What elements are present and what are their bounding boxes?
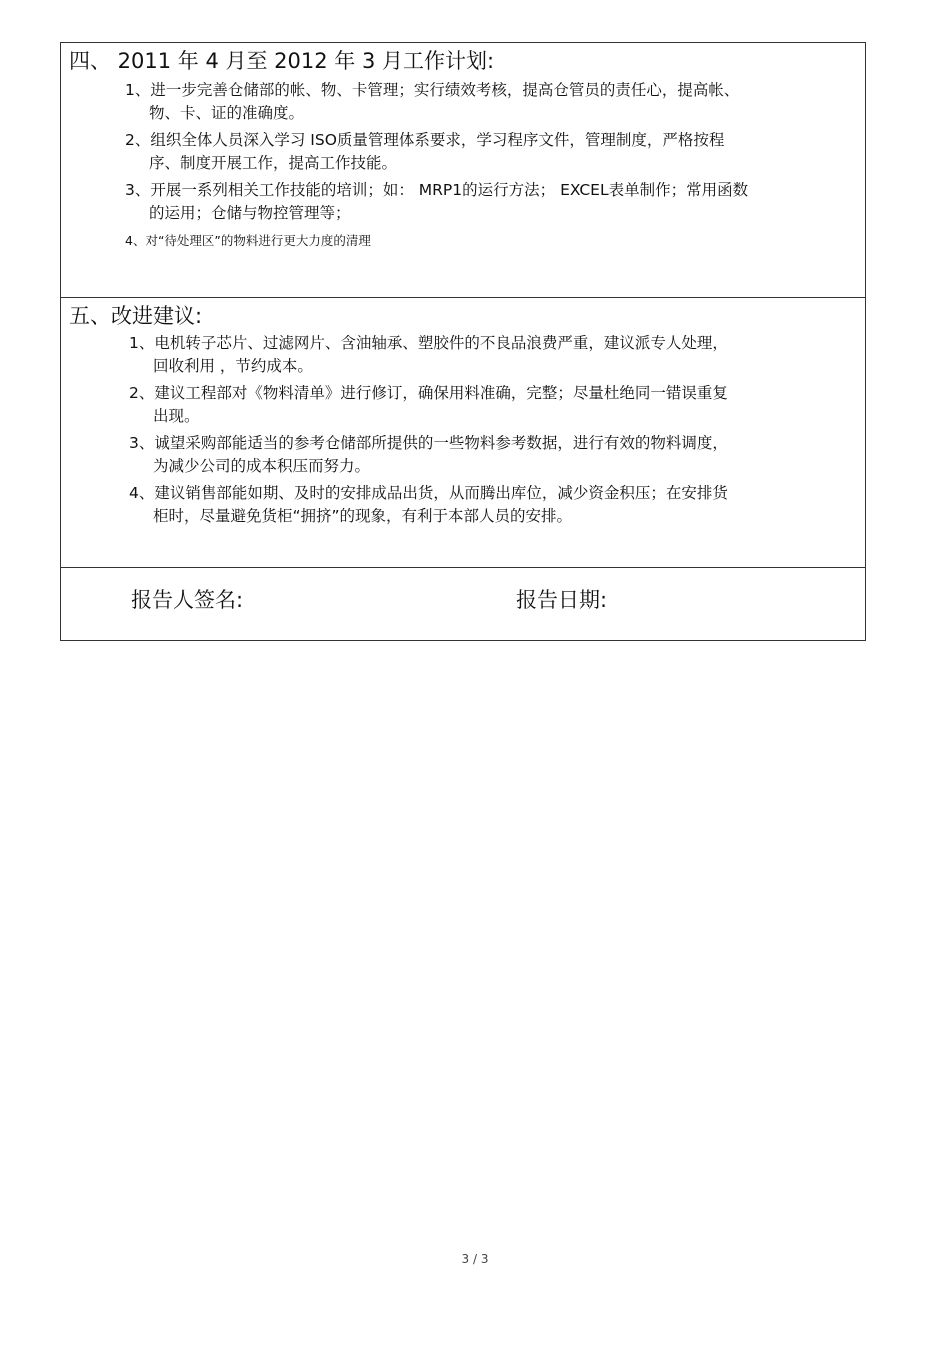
report-table (60, 42, 866, 641)
work-plan-list (125, 79, 851, 255)
suggestions-section (61, 298, 865, 568)
list-item-line1: 4、建议销售部能如期、及时的安排成品出货，从而腾出库位，减少资金积压；在安排货 (129, 484, 728, 502)
list-item (125, 179, 851, 225)
list-item (129, 432, 851, 478)
list-item (129, 482, 851, 528)
list-item-line2: 物、卡、证的准确度。 (149, 104, 305, 122)
list-item (125, 129, 851, 175)
list-item-line2: 回收利用 ，节约成本。 (153, 357, 313, 375)
list-item-line2: 序、制度开展工作，提高工作技能。 (149, 154, 398, 172)
report-date-label: 报告日期: (516, 588, 608, 612)
work-plan-title: 四、 2011 年 4 月至 2012 年 3 月工作计划: (69, 49, 495, 73)
list-item (129, 382, 851, 428)
signature-section (61, 568, 865, 640)
list-item-line1: 3、诚望采购部能适当的参考仓储部所提供的一些物料参考数据，进行有效的物料调度， (129, 434, 728, 452)
suggestions-list (129, 332, 851, 532)
list-item-line1: 3、开展一系列相关工作技能的培训；如： MRP1的运行方法； EXCEL表单制作；常用函数 (125, 181, 749, 199)
list-item-line1: 4、对“待处理区”的物料进行更大力度的清理 (125, 233, 371, 248)
list-item-line1: 1、电机转子芯片、过滤网片、含油轴承、塑胶件的不良品浪费严重，建议派专人处理， (129, 334, 728, 352)
suggestions-title: 五、改进建议: (69, 304, 203, 328)
list-item-line1: 2、建议工程部对《物料清单》进行修订，确保用料准确，完整；尽量杜绝同一错误重复 (129, 384, 728, 402)
list-item-line2: 的运用；仓储与物控管理等； (149, 204, 351, 222)
list-item-line1: 1、进一步完善仓储部的帐、物、卡管理；实行绩效考核，提高仓管员的责任心，提高帐、 (125, 81, 740, 99)
list-item-line2: 为减少公司的成本积压而努力。 (153, 457, 371, 475)
list-item-line2: 柜时，尽量避免货柜“拥挤”的现象，有利于本部人员的安排。 (153, 507, 573, 525)
list-item-line2: 出现。 (153, 407, 200, 425)
list-item-line1: 2、组织全体人员深入学习 ISO质量管理体系要求，学习程序文件，管理制度，严格按程 (125, 131, 725, 149)
reporter-signature-label: 报告人签名: (131, 588, 244, 612)
list-item (125, 231, 851, 251)
list-item (129, 332, 851, 378)
page-number: 3 / 3 (461, 1252, 489, 1266)
work-plan-section (61, 43, 865, 298)
list-item (125, 79, 851, 125)
